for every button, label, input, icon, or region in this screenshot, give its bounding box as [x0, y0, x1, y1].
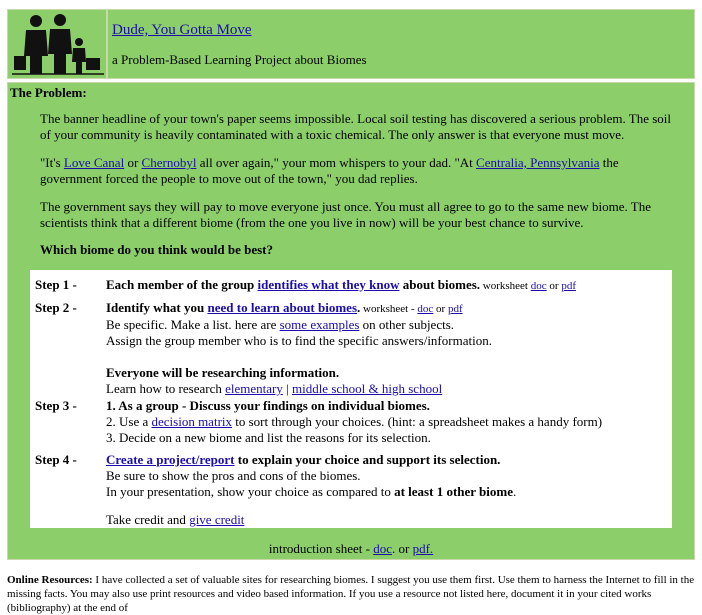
step-2-label: Step 2 - — [35, 300, 77, 315]
middle-high-school-link[interactable]: middle school & high school — [291, 381, 443, 396]
step-3-line-3: 3. Decide on a new biome and list the reasons for its selection. — [106, 430, 431, 445]
text: at least 1 other biome — [394, 484, 513, 499]
text: Be specific. Make a list. here are — [106, 317, 280, 332]
identifies-what-they-know-link[interactable]: identifies what they know — [257, 277, 400, 292]
problem-paragraph-1: The banner headline of your town's paper seems impossible. Local soil testing has discovered a serious problem. The soil of your community is heavily contaminated with a toxic chemical. The only answer is that everyone must move. — [40, 111, 672, 142]
introduction-sheet-line — [8, 541, 694, 557]
some-examples-link[interactable]: some examples — [279, 317, 360, 332]
need-to-learn-link[interactable]: need to learn about biomes — [207, 300, 357, 315]
text: . or — [391, 541, 413, 556]
text: all over again," your mom whispers to your dad. "At — [196, 155, 477, 170]
step-2-body — [106, 300, 666, 397]
text: about biomes. — [399, 277, 481, 292]
text: introduction sheet - — [268, 541, 374, 556]
site-subtitle: a Problem-Based Learning Project about Biomes — [112, 52, 367, 67]
banner — [7, 9, 695, 79]
site-title-link[interactable]: Dude, You Gotta Move — [112, 22, 252, 38]
step-4-line-1 — [106, 452, 666, 468]
spacer — [106, 500, 666, 512]
create-project-report-link[interactable]: Create a project/report — [106, 452, 235, 467]
steps-table — [30, 270, 672, 528]
problem-question: Which biome do you think would be best? — [40, 242, 273, 257]
step-2-line-1 — [106, 300, 666, 317]
spacer — [106, 349, 666, 365]
text: or — [433, 303, 448, 315]
decision-matrix-link[interactable]: decision matrix — [151, 414, 233, 429]
problem-heading: The Problem: — [10, 85, 87, 100]
problem-paragraph-3: The government says they will pay to move everyone just once. You must all agree to go to the same new biome. The scientists think that a different biome (from the one you live in now) will be your best chance to survive. — [40, 199, 651, 230]
give-credit-link[interactable]: give credit — [189, 512, 245, 527]
elementary-link[interactable]: elementary — [225, 381, 283, 396]
text: Learn how to research — [106, 381, 226, 396]
text: . — [513, 484, 517, 499]
step-4-body — [106, 452, 666, 528]
text: worksheet - — [360, 303, 418, 315]
step-2-line-4: Everyone will be researching information. — [106, 365, 340, 380]
text: "It's — [40, 155, 64, 170]
online-resources-label: Online Resources: — [7, 574, 93, 586]
step-1-pdf-link[interactable]: pdf — [561, 280, 576, 292]
text: . — [357, 300, 361, 315]
step-2-pdf-link[interactable]: pdf — [447, 303, 463, 315]
step-2-line-2 — [106, 317, 666, 333]
step-2-line-3: Assign the group member who is to find the specific answers/information. — [106, 333, 492, 348]
step-2-doc-link[interactable]: doc — [417, 303, 434, 315]
text: | — [282, 381, 292, 396]
text: worksheet — [480, 280, 531, 292]
intro-pdf-link[interactable]: pdf. — [412, 541, 434, 556]
online-resources — [7, 573, 695, 615]
text: to explain your choice and support its selection. — [234, 452, 501, 467]
step-2-line-5 — [106, 381, 666, 397]
text: or — [546, 280, 562, 292]
step-1-doc-link[interactable]: doc — [530, 280, 547, 292]
step-4-line-3 — [106, 484, 666, 500]
centralia-link[interactable]: Centralia, Pennsylvania — [476, 155, 600, 170]
moving-family-icon — [12, 12, 104, 76]
text: or — [124, 155, 142, 170]
step-4-line-2: Be sure to show the pros and cons of the biomes. — [106, 468, 361, 483]
logo-cell — [8, 10, 108, 78]
step-1-label: Step 1 - — [35, 277, 77, 292]
chernobyl-link[interactable]: Chernobyl — [141, 155, 197, 170]
online-resources-text: I have collected a set of valuable sites for researching biomes. I suggest you use them first. Use them to harness the Internet to fill in the missing facts. You may also use print resources and video based information. If you use a resource not listed here, document it in your cited works (bibliography) at the end of — [7, 574, 695, 614]
text: Identify what you — [106, 300, 208, 315]
step-3-line-2 — [106, 414, 666, 430]
step-3-line-1: 1. As a group - Discuss your findings on individual biomes. — [106, 398, 430, 413]
problem-paragraph-2 — [40, 155, 680, 187]
text: Each member of the group — [106, 277, 258, 292]
love-canal-link[interactable]: Love Canal — [63, 155, 125, 170]
text: 2. Use a — [106, 414, 152, 429]
step-4-line-4 — [106, 512, 666, 528]
step-3-label: Step 3 - — [35, 398, 77, 413]
text: In your presentation, show your choice as compared to — [106, 484, 395, 499]
step-3-body — [106, 398, 666, 446]
step-1-body — [106, 277, 666, 294]
text: the government forced the people to move out of the town," you dad replies. — [40, 155, 619, 186]
text: Take credit and — [106, 512, 190, 527]
text: on other subjects. — [359, 317, 455, 332]
problem-section — [7, 82, 695, 560]
intro-doc-link[interactable]: doc — [373, 541, 392, 556]
step-4-label: Step 4 - — [35, 452, 77, 467]
text: to sort through your choices. (hint: a spreadsheet makes a handy form) — [232, 414, 603, 429]
